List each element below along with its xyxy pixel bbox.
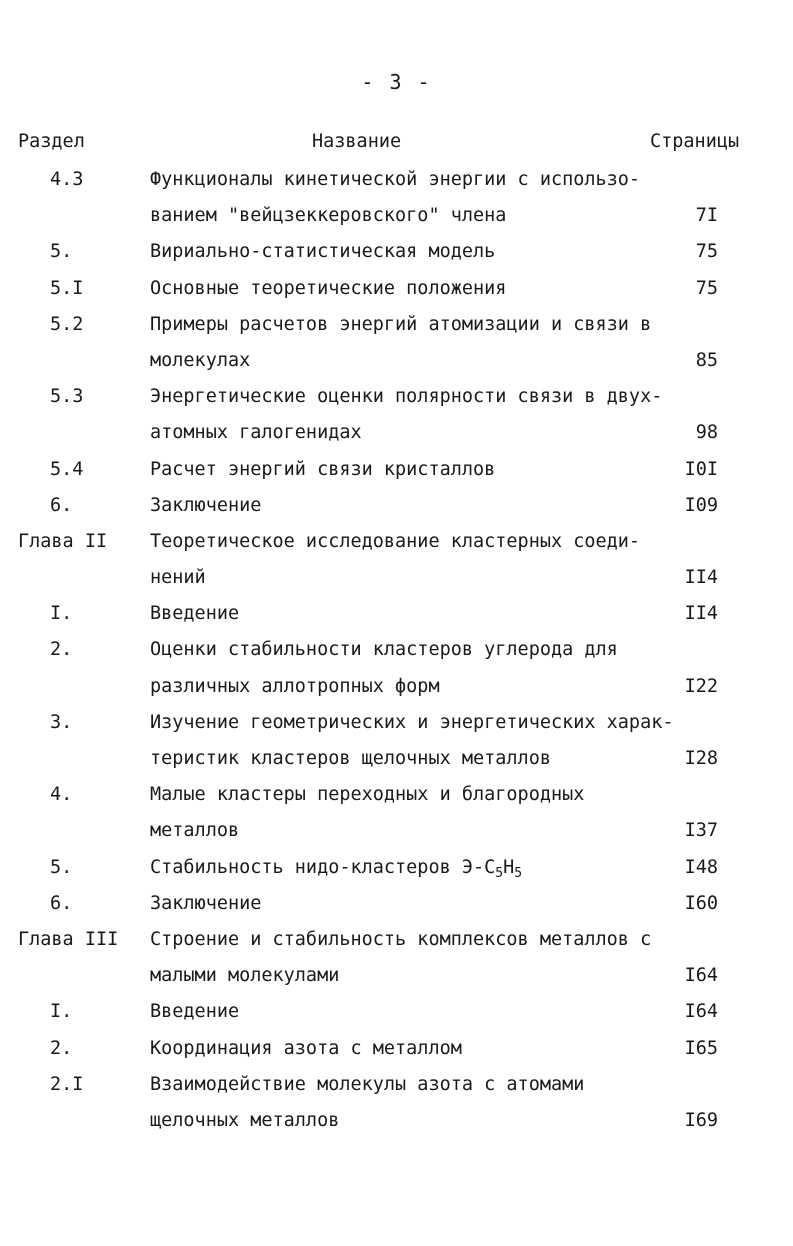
- toc-title-text: ванием "вейцзеккеровского" члена: [150, 205, 507, 227]
- toc-page-number: 85: [695, 349, 718, 371]
- toc-line: [0, 343, 793, 379]
- column-header-section: Раздел: [18, 131, 85, 152]
- toc-line: [0, 488, 793, 524]
- column-header-pages: Страницы: [650, 131, 740, 152]
- toc-line: [0, 1067, 793, 1103]
- toc-entry: [0, 886, 793, 922]
- toc-section-number: 6.: [50, 892, 73, 914]
- toc-title-text: Введение: [150, 1001, 240, 1023]
- toc-entry: [0, 994, 793, 1030]
- toc-title-text: нений: [150, 567, 206, 589]
- toc-page-number: 7I: [695, 205, 718, 227]
- toc-page-number: 75: [695, 277, 718, 299]
- toc-line: [0, 524, 793, 560]
- toc-entry: [0, 850, 793, 886]
- toc-section-number: 4.3: [50, 169, 84, 190]
- toc-title-text: Заключение: [150, 494, 262, 516]
- toc-page-number: I69: [684, 1109, 718, 1131]
- toc-title-text: теристик кластеров щелочных металлов: [150, 748, 551, 769]
- toc-title-text: Стабильность нидо-кластеров $Э-C_5H_5$: [150, 856, 523, 881]
- toc-line: [0, 1103, 793, 1139]
- toc-page-number: I64: [684, 965, 718, 987]
- toc-title-text: различных аллотропных форм: [150, 675, 440, 697]
- toc-section-number: Глава II: [18, 530, 108, 552]
- toc-page-number: II4: [684, 603, 718, 625]
- toc-title-text: Теоретическое исследование кластерных соеди-: [150, 530, 641, 552]
- toc-line: [0, 850, 793, 886]
- toc-title-text: металлов: [150, 820, 240, 842]
- toc-title-text: Основные теоретические положения: [150, 277, 507, 299]
- toc-title-text: Малые кластеры переходных и благородных: [150, 784, 585, 806]
- toc-page-number: 98: [695, 422, 718, 444]
- toc-section-number: 5.: [50, 856, 73, 878]
- toc-section-number: 3.: [50, 711, 73, 733]
- toc-section-number: 6.: [50, 494, 73, 516]
- toc-title-text: Изучение геометрических и энергетических харак-: [150, 711, 674, 733]
- toc-line: [0, 669, 793, 705]
- toc-title-text: Вириально-статистическая модель: [150, 241, 496, 263]
- toc-title-text: молекулах: [150, 349, 251, 371]
- toc-line: [0, 596, 793, 632]
- table-of-contents: [0, 162, 793, 1139]
- toc-section-number: 2.: [50, 1037, 73, 1059]
- toc-section-number: 5.4: [50, 458, 84, 480]
- toc-title-text: Введение: [150, 603, 240, 625]
- toc-section-number: 5.: [50, 241, 73, 263]
- toc-entry: [0, 705, 793, 777]
- toc-section-number: 5.2: [50, 313, 84, 335]
- toc-line: [0, 271, 793, 307]
- toc-page-number: II4: [684, 567, 718, 589]
- toc-page-number: 75: [695, 241, 718, 263]
- toc-line: [0, 307, 793, 343]
- column-header-title: Название: [312, 131, 402, 152]
- toc-line: [0, 452, 793, 488]
- page-number: - 3 -: [361, 70, 432, 94]
- toc-page-number: I37: [684, 820, 718, 842]
- toc-section-number: 2.: [50, 639, 73, 661]
- toc-entry: [0, 271, 793, 307]
- toc-page-number: I60: [684, 892, 718, 914]
- toc-line: [0, 415, 793, 451]
- toc-title-text: Строение и стабильность комплексов металлов с: [150, 928, 652, 950]
- toc-entry: [0, 162, 793, 234]
- toc-title-text: Оценки стабильности кластеров углерода для: [150, 639, 618, 661]
- toc-section-number: Глава III: [18, 928, 119, 950]
- toc-line: [0, 777, 793, 813]
- toc-page-number: I09: [684, 494, 718, 516]
- toc-line: [0, 958, 793, 994]
- toc-title-text: атомных галогенидах: [150, 422, 362, 444]
- toc-section-number: 5.3: [50, 386, 84, 408]
- toc-section-number: 2.I: [50, 1073, 84, 1095]
- toc-entry: [0, 488, 793, 524]
- toc-page-number: I64: [684, 1001, 718, 1023]
- toc-entry: [0, 307, 793, 379]
- toc-section-number: 4.: [50, 784, 73, 806]
- toc-line: [0, 234, 793, 270]
- toc-section-number: I.: [50, 1001, 73, 1023]
- toc-title-text: Координация азота с металлом: [150, 1037, 462, 1059]
- toc-title-text: малыми молекулами: [150, 965, 340, 987]
- toc-page-number: I28: [684, 748, 718, 769]
- toc-line: [0, 162, 793, 198]
- toc-line: [0, 922, 793, 958]
- toc-entry: [0, 452, 793, 488]
- toc-line: [0, 741, 793, 777]
- toc-entry: [0, 596, 793, 632]
- toc-entry: [0, 1067, 793, 1139]
- toc-page-number: I0I: [684, 458, 718, 480]
- toc-line: [0, 1031, 793, 1067]
- toc-entry: [0, 1031, 793, 1067]
- toc-line: [0, 198, 793, 234]
- toc-page-number: I22: [684, 675, 718, 697]
- toc-title-text: Расчет энергий связи кристаллов: [150, 458, 496, 480]
- toc-line: [0, 379, 793, 415]
- toc-title-text: Взаимодействие молекулы азота с атомами: [150, 1073, 585, 1095]
- toc-entry: [0, 777, 793, 849]
- chemical-formula: $Э-C_5H_5$: [450, 856, 523, 881]
- toc-entry: [0, 524, 793, 596]
- toc-line: [0, 705, 793, 741]
- toc-title-text: Энергетические оценки полярности связи в двух-: [150, 386, 663, 408]
- toc-title-text: Функционалы кинетической энергии с использо-: [150, 169, 641, 190]
- toc-entry: [0, 922, 793, 994]
- toc-line: [0, 632, 793, 668]
- toc-title-text: Заключение: [150, 892, 262, 914]
- toc-section-number: I.: [50, 603, 73, 625]
- toc-title-text: Примеры расчетов энергий атомизации и связи в: [150, 313, 652, 335]
- toc-page-number: I65: [684, 1037, 718, 1059]
- toc-entry: [0, 379, 793, 451]
- toc-page-number: I48: [684, 856, 718, 878]
- toc-entry: [0, 234, 793, 270]
- toc-line: [0, 886, 793, 922]
- toc-section-number: 5.I: [50, 277, 84, 299]
- toc-entry: [0, 632, 793, 704]
- toc-line: [0, 813, 793, 849]
- toc-title-text: щелочных металлов: [150, 1109, 340, 1131]
- toc-line: [0, 560, 793, 596]
- toc-line: [0, 994, 793, 1030]
